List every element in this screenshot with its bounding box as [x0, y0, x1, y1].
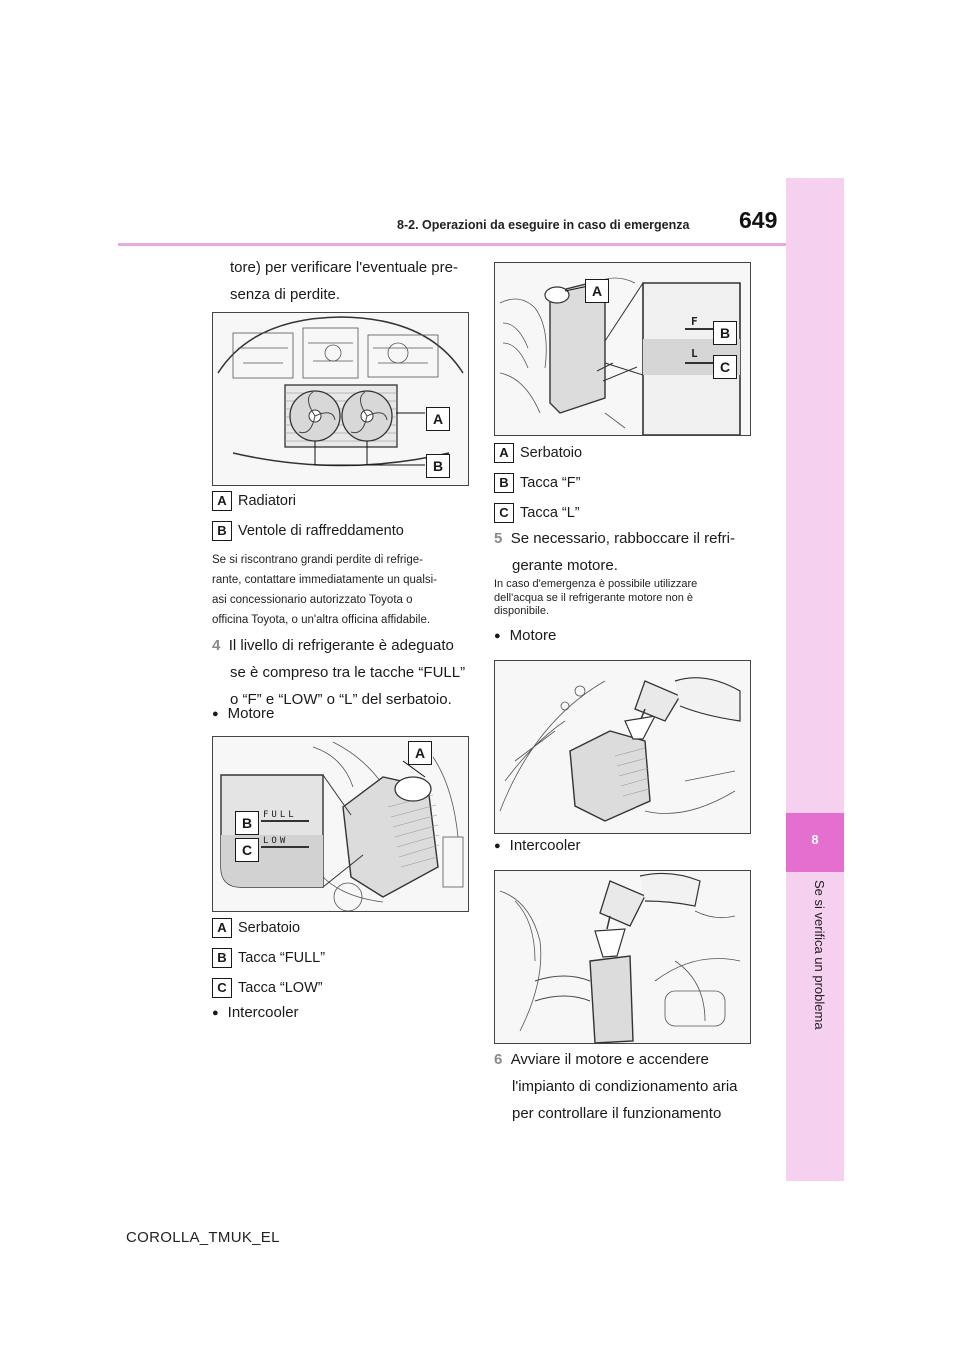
low-mark-label: LOW: [263, 836, 289, 846]
figure-pour-intercooler: [494, 870, 751, 1044]
callout-full: B Tacca “FULL”: [212, 948, 325, 968]
figure-tag-c: C: [713, 355, 737, 379]
leak-note: Se si riscontrano grandi perdite di refrige- rante, contattare immediatamente un qualsi- asi concessionario autorizzato Toyota o officina Toyota, o un'altra officina affidabile.: [212, 554, 438, 626]
figure-radiator-fans: [212, 312, 469, 486]
chapter-number: 8: [811, 832, 819, 847]
callout-serbatoio: A Serbatoio: [212, 918, 300, 938]
figure-motore-reservoir: [212, 736, 469, 912]
bullet-motore-r: ● Motore: [494, 622, 556, 651]
header-divider: [118, 243, 788, 246]
section-title: 8-2. Operazioni da eseguire in caso di emergenza: [397, 218, 690, 232]
figure-tag-a: A: [408, 741, 432, 765]
figure-tag-c: C: [235, 838, 259, 862]
pour-motore-illustration: [495, 661, 750, 833]
callout-f: B Tacca “F”: [494, 473, 580, 493]
callout-l: C Tacca “L”: [494, 503, 580, 523]
step-6: 6 Avviare il motore e accendere l'impianto di condizionamento aria per controllare il funzionamento: [494, 1051, 738, 1122]
bullet-intercooler-r: ● Intercooler: [494, 832, 581, 861]
callout-radiatori: A Radiatori: [212, 491, 296, 511]
water-note: In caso d'emergenza è possibile utilizzare dell'acqua se il refrigerante motore non è disponibile.: [494, 578, 698, 617]
figure-tag-b: B: [426, 454, 450, 478]
chapter-label: Se si verifica un problema: [812, 880, 827, 1030]
figure-tag-a: A: [585, 279, 609, 303]
pour-intercooler-illustration: [495, 871, 750, 1043]
step-4: 4 Il livello di refrigerante è adeguato se è compreso tra le tacche “FULL” o “F” e “LOW” o “L” del serbatoio.: [212, 637, 466, 708]
step-5: 5 Se necessario, rabboccare il refri- gerante motore.: [494, 530, 735, 574]
figure-tag-b: B: [235, 811, 259, 835]
figure-pour-motore: [494, 660, 751, 834]
f-mark-label: F: [691, 315, 698, 328]
figure-tag-a: A: [426, 407, 450, 431]
figure-intercooler-reservoir: [494, 262, 751, 436]
l-mark-label: L: [691, 347, 698, 360]
figure-tag-b: B: [713, 321, 737, 345]
callout-ventole: B Ventole di raffreddamento: [212, 521, 404, 541]
doc-code: COROLLA_TMUK_EL: [126, 1229, 280, 1246]
intercooler-reservoir-illustration: [495, 263, 750, 435]
intro-text: tore) per verificare l'eventuale pre- senza di perdite.: [230, 259, 458, 303]
bullet-motore: ● Motore: [212, 700, 274, 729]
page-number: 649: [739, 207, 778, 233]
bullet-intercooler: ● Intercooler: [212, 999, 299, 1028]
callout-serbatoio-r: A Serbatoio: [494, 443, 582, 463]
full-mark-label: FULL: [263, 810, 297, 820]
callout-low: C Tacca “LOW”: [212, 978, 323, 998]
